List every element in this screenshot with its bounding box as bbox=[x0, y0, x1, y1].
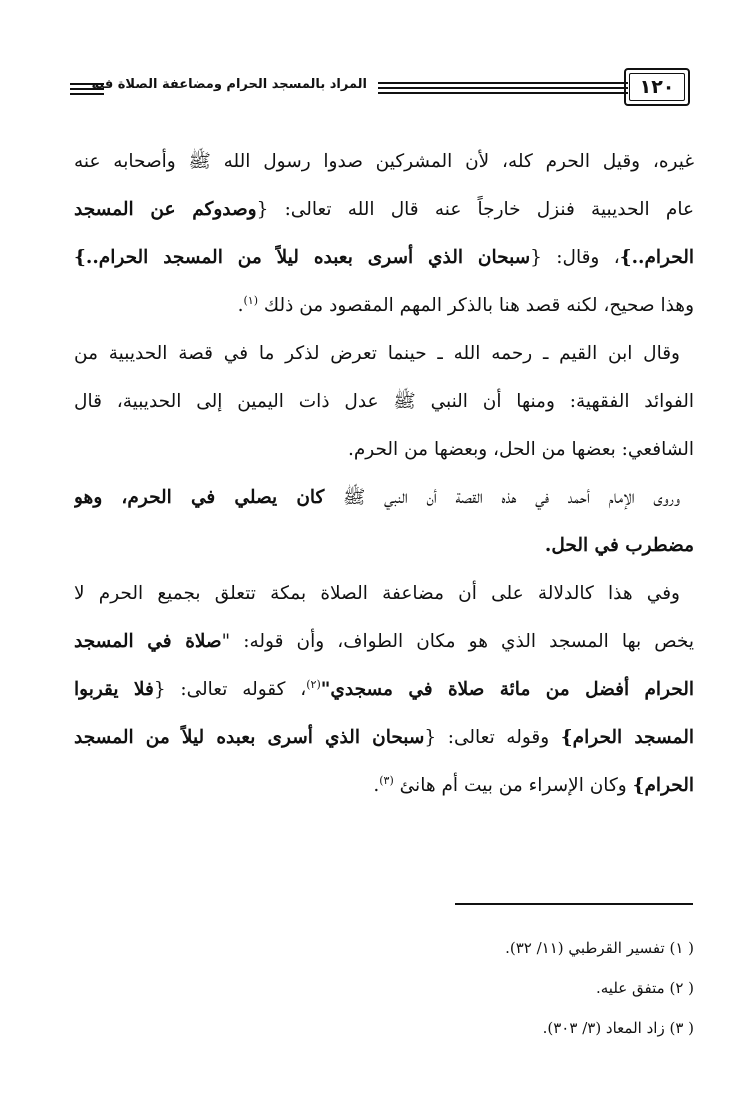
page-header bbox=[70, 66, 692, 110]
text-run: وكان الإسراء من بيت أم هانئ bbox=[399, 775, 633, 796]
text-run: الشافعي: بعضها من الحل، وبعضها من الحرم. bbox=[347, 439, 694, 460]
footnote-2: ( ٢) متفق عليه. bbox=[596, 979, 694, 997]
text-run: . bbox=[373, 775, 380, 796]
footnote-ref: (١) bbox=[243, 293, 258, 307]
quran-quote: سبحان الذي أسرى بعبده ليلاً من المسجد bbox=[74, 727, 425, 748]
quran-quote: سبحان الذي أسرى بعبده ليلاً من المسجد الحرام..} bbox=[74, 247, 531, 268]
footnotes bbox=[74, 928, 694, 1048]
text-run: وقوله تعالى: { bbox=[424, 727, 561, 748]
text-run: وروى الإمام أحمد في هذه القصة أن النبي ﷺ bbox=[343, 487, 681, 508]
page-number-frame bbox=[624, 68, 690, 106]
text-run: عام الحديبية فنزل خارجاً عنه قال الله تعالى: { bbox=[256, 199, 694, 220]
quran-quote: فلا يقربوا bbox=[74, 679, 154, 700]
footnote-ref: (٢) bbox=[306, 677, 321, 691]
text-line-12 bbox=[74, 666, 694, 714]
text-line-2 bbox=[74, 186, 694, 234]
quran-quote: المسجد الحرام} bbox=[560, 727, 694, 748]
quran-quote: الحرام} bbox=[632, 775, 694, 796]
header-rule-right bbox=[378, 82, 628, 97]
text-line-10 bbox=[74, 570, 694, 618]
quran-quote: الحرام..} bbox=[619, 247, 694, 268]
text-run: غيره، وقيل الحرم كله، لأن المشركين صدوا رسول الله ﷺ وأصحابه عنه bbox=[74, 151, 694, 172]
hadith-quote: مضطرب في الحل. bbox=[544, 535, 694, 556]
hadith-quote: صلاة في المسجد bbox=[74, 631, 222, 652]
text-line-13 bbox=[74, 714, 694, 762]
text-run: وهذا صحيح، لكنه قصد هنا بالذكر المهم المقصود من ذلك bbox=[263, 295, 694, 316]
page-number: ١٢٠ bbox=[639, 76, 675, 98]
text-line-7 bbox=[74, 426, 694, 474]
text-line-8 bbox=[74, 474, 694, 522]
text-line-6 bbox=[74, 378, 694, 426]
text-line-1 bbox=[74, 138, 694, 186]
text-line-11 bbox=[74, 618, 694, 666]
text-run: ، وقال: { bbox=[530, 247, 620, 268]
hadith-quote: كان يصلي في الحرم، وهو bbox=[74, 487, 325, 508]
footnote-ref: (٣) bbox=[379, 773, 394, 787]
main-text bbox=[74, 138, 694, 810]
hadith-quote: الحرام أفضل من مائة صلاة في مسجدي" bbox=[320, 679, 694, 700]
footnote-3: ( ٣) زاد المعاد (٣/ ٣٠٣). bbox=[542, 1019, 694, 1037]
running-title: المراد بالمسجد الحرام ومضاعفة الصلاة فيه bbox=[91, 77, 367, 92]
text-run: . bbox=[237, 295, 244, 316]
text-line-4 bbox=[74, 282, 694, 330]
text-run: ، كقوله تعالى: { bbox=[153, 679, 307, 700]
quran-quote: وصدوكم عن المسجد bbox=[74, 199, 257, 220]
footnote-separator bbox=[455, 903, 693, 905]
text-run: الفوائد الفقهية: ومنها أن النبي ﷺ عدل ذات اليمين إلى الحديبية، قال bbox=[74, 391, 694, 412]
text-line-9 bbox=[74, 522, 694, 570]
text-line-5 bbox=[74, 330, 694, 378]
text-run: وقال ابن القيم ـ رحمه الله ـ حينما تعرض لذكر ما في قصة الحديبية من bbox=[74, 343, 680, 364]
text-line-14 bbox=[74, 762, 694, 810]
text-run: يخص بها المسجد الذي هو مكان الطواف، وأن قوله: " bbox=[221, 631, 694, 652]
footnote-1: ( ١) تفسير القرطبي (١١/ ٣٢). bbox=[505, 939, 694, 957]
text-line-3 bbox=[74, 234, 694, 282]
text-run: وفي هذا كالدلالة على أن مضاعفة الصلاة بمكة تتعلق بجميع الحرم لا bbox=[74, 583, 680, 604]
